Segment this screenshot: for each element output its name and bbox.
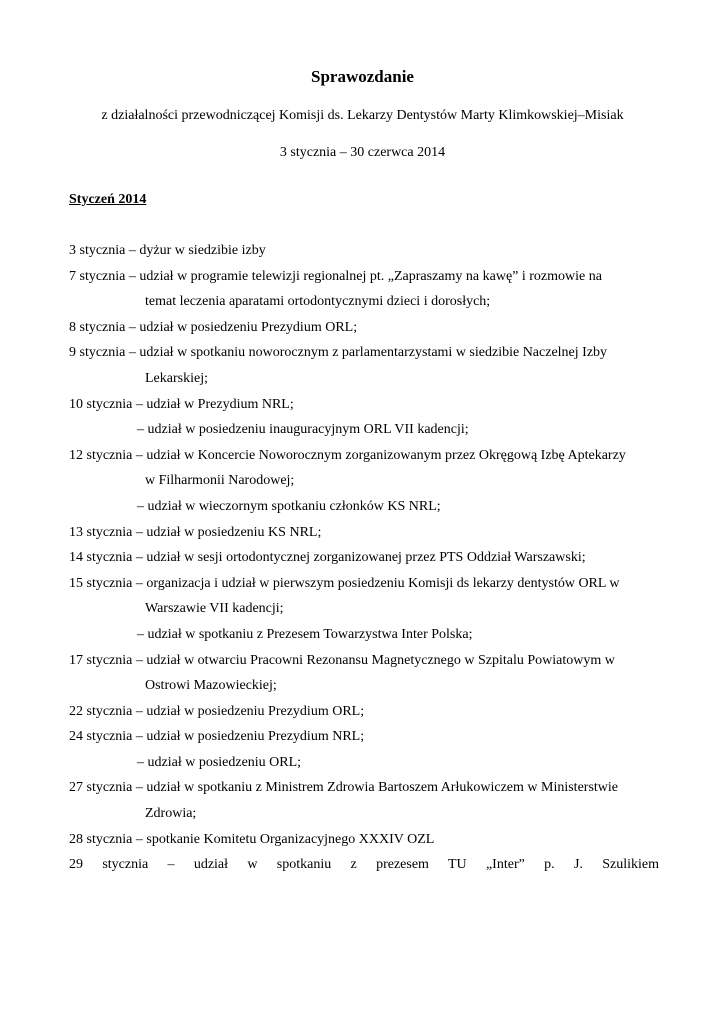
entry-line: 8 stycznia – udział w posiedzeniu Prezydium ORL; bbox=[69, 319, 358, 335]
entry-line: 10 stycznia – udział w Prezydium NRL; bbox=[69, 396, 294, 412]
entry-line: 7 stycznia – udział w programie telewizji regionalnej pt. „Zapraszamy na kawę” i rozmowie na bbox=[69, 268, 602, 284]
entry-sub-item: – udział w spotkaniu z Prezesem Towarzystwa Inter Polska; bbox=[137, 626, 473, 642]
entry-line: 9 stycznia – udział w spotkaniu noworocznym z parlamentarzystami w siedzibie Naczelnej Izby bbox=[69, 345, 608, 361]
entry-line: 12 stycznia – udział w Koncercie Noworocznym zorganizowanym przez Okręgową Izbę Aptekarzy bbox=[69, 447, 626, 463]
entry-sub-item: – udział w posiedzeniu inauguracyjnym ORL VII kadencji; bbox=[137, 422, 469, 438]
entry-continuation: w Filharmonii Narodowej; bbox=[145, 473, 295, 489]
entry-line: 3 stycznia – dyżur w siedzibie izby bbox=[69, 243, 266, 258]
entry-line: 22 stycznia – udział w posiedzeniu Prezydium ORL; bbox=[69, 703, 365, 719]
entry-line: 15 stycznia – organizacja i udział w pierwszym posiedzeniu Komisji ds lekarzy dentystów ORL w bbox=[69, 575, 620, 591]
entry-continuation: Warszawie VII kadencji; bbox=[145, 601, 284, 617]
entry-continuation: Lekarskiej; bbox=[145, 370, 208, 386]
entry-line: 14 stycznia – udział w sesji ortodontycznej zorganizowanej przez PTS Oddział Warszawski; bbox=[69, 550, 586, 566]
entry-continuation: temat leczenia aparatami ortodontycznymi dzieci i dorosłych; bbox=[145, 294, 491, 310]
document-title: Sprawozdanie bbox=[311, 67, 414, 86]
entry-continuation: Ostrowi Mazowieckiej; bbox=[145, 678, 277, 694]
entry-line: 17 stycznia – udział w otwarciu Pracowni Rezonansu Magnetycznego w Szpitalu Powiatowym w bbox=[69, 652, 615, 668]
entry-continuation: Zdrowia; bbox=[145, 806, 197, 822]
entry-sub-item: – udział w posiedzeniu ORL; bbox=[137, 754, 302, 770]
entry-sub-item: – udział w wieczornym spotkaniu członków KS NRL; bbox=[137, 498, 441, 514]
section-heading: Styczeń 2014 bbox=[69, 192, 147, 207]
entry-line: 29 stycznia – udział w spotkaniu z prezesem TU „Inter” p. J. Szulikiem bbox=[69, 857, 659, 873]
report-period: 3 stycznia – 30 czerwca 2014 bbox=[279, 145, 446, 160]
entry-line: 27 stycznia – udział w spotkaniu z Ministrem Zdrowia Bartoszem Arłukowiczem w Ministerstwie bbox=[69, 780, 618, 796]
document-subtitle: z działalności przewodniczącej Komisji ds. Lekarzy Dentystów Marty Klimkowskiej–Misiak bbox=[101, 108, 624, 123]
entry-line: 13 stycznia – udział w posiedzeniu KS NRL; bbox=[69, 524, 322, 540]
entry-line: 24 stycznia – udział w posiedzeniu Prezydium NRL; bbox=[69, 729, 365, 745]
activity-list bbox=[69, 241, 659, 881]
entry-line: 28 stycznia – spotkanie Komitetu Organizacyjnego XXXIV OZL bbox=[69, 831, 435, 847]
